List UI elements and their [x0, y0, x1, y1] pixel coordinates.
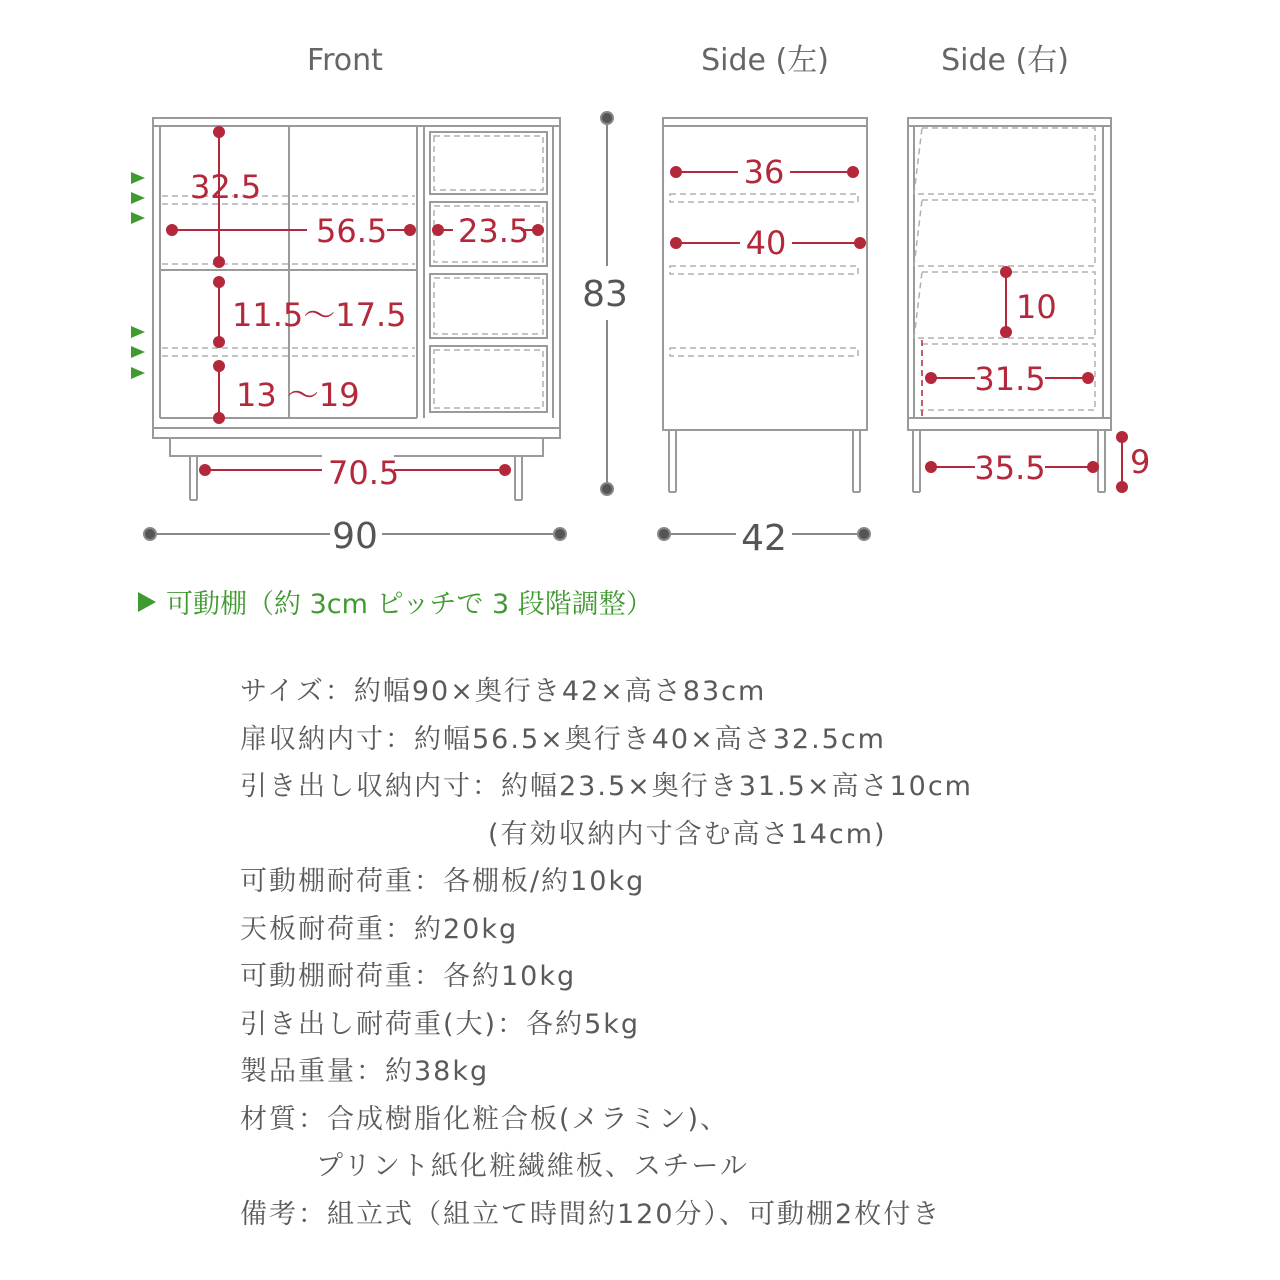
movable-shelf-note-text: 可動棚（約 3cm ピッチで 3 段階調整）: [166, 589, 653, 620]
front-view-title: Front: [307, 43, 383, 78]
door-width-label: 56.5: [316, 212, 388, 250]
shelf-marker-icon: [131, 367, 145, 379]
spec-top-load: 天板耐荷重：約20kg: [240, 913, 519, 945]
spec-list: [240, 668, 1220, 1238]
lower-shelf-range-label: 13 ～19: [236, 376, 360, 414]
base-depth-label: 35.5: [974, 449, 1046, 487]
drawer-width-label: 23.5: [458, 212, 530, 250]
shelf-marker-icon: [131, 326, 145, 338]
drawer-height-label: 10: [1016, 288, 1057, 326]
shelf-marker-icon: [131, 192, 145, 204]
shelf-marker-icon: [131, 346, 145, 358]
side-right-cabinet: [908, 118, 1111, 492]
side-right-view-title: Side (右): [941, 43, 1069, 78]
side-left-view-title: Side (左): [701, 43, 829, 78]
total-height-label: 83: [582, 274, 628, 315]
spec-weight: 製品重量：約38kg: [240, 1056, 490, 1087]
movable-shelf-markers: [131, 172, 145, 379]
drawer-depth-label: 31.5: [974, 360, 1046, 398]
total-depth-label: 42: [741, 518, 787, 559]
shelf-depth-label: 36: [743, 153, 785, 191]
spec-drawer-storage-note: (有効収納内寸含む高さ14cm): [488, 818, 887, 850]
play-triangle-icon: [138, 592, 156, 612]
spec-material-continued: プリント紙化粧繊維板、スチール: [316, 1151, 749, 1182]
side-left-shelf-positions: [670, 194, 858, 356]
spec-material: 材質：合成樹脂化粧合板(メラミン)、: [240, 1103, 730, 1135]
upper-shelf-range-label: 11.5～17.5: [232, 296, 407, 334]
spec-shelf-load-each: 可動棚耐荷重：各約10kg: [240, 961, 577, 992]
movable-shelf-note: [138, 582, 653, 621]
inner-depth-label: 40: [745, 224, 787, 262]
shelf-marker-icon: [131, 212, 145, 224]
spec-remarks: 備考：組立式（組立て時間約120分）、可動棚2枚付き: [240, 1198, 942, 1230]
spec-door-storage: 扉収納内寸：約幅56.5×奥行き40×高さ32.5cm: [240, 723, 886, 755]
spec-size: サイズ：約幅90×奥行き42×高さ83cm: [240, 676, 767, 707]
spec-shelf-load: 可動棚耐荷重：各棚板/約10kg: [240, 866, 646, 897]
leg-span-label: 70.5: [328, 454, 400, 492]
total-width-label: 90: [332, 516, 378, 557]
spec-drawer-load: 引き出し耐荷重(大)：各約5kg: [240, 1008, 641, 1040]
leg-height-label: 9: [1130, 443, 1151, 481]
shelf-marker-icon: [131, 172, 145, 184]
door-height-label: 32.5: [190, 168, 262, 206]
spec-drawer-storage: 引き出し収納内寸：約幅23.5×奥行き31.5×高さ10cm: [240, 771, 973, 802]
